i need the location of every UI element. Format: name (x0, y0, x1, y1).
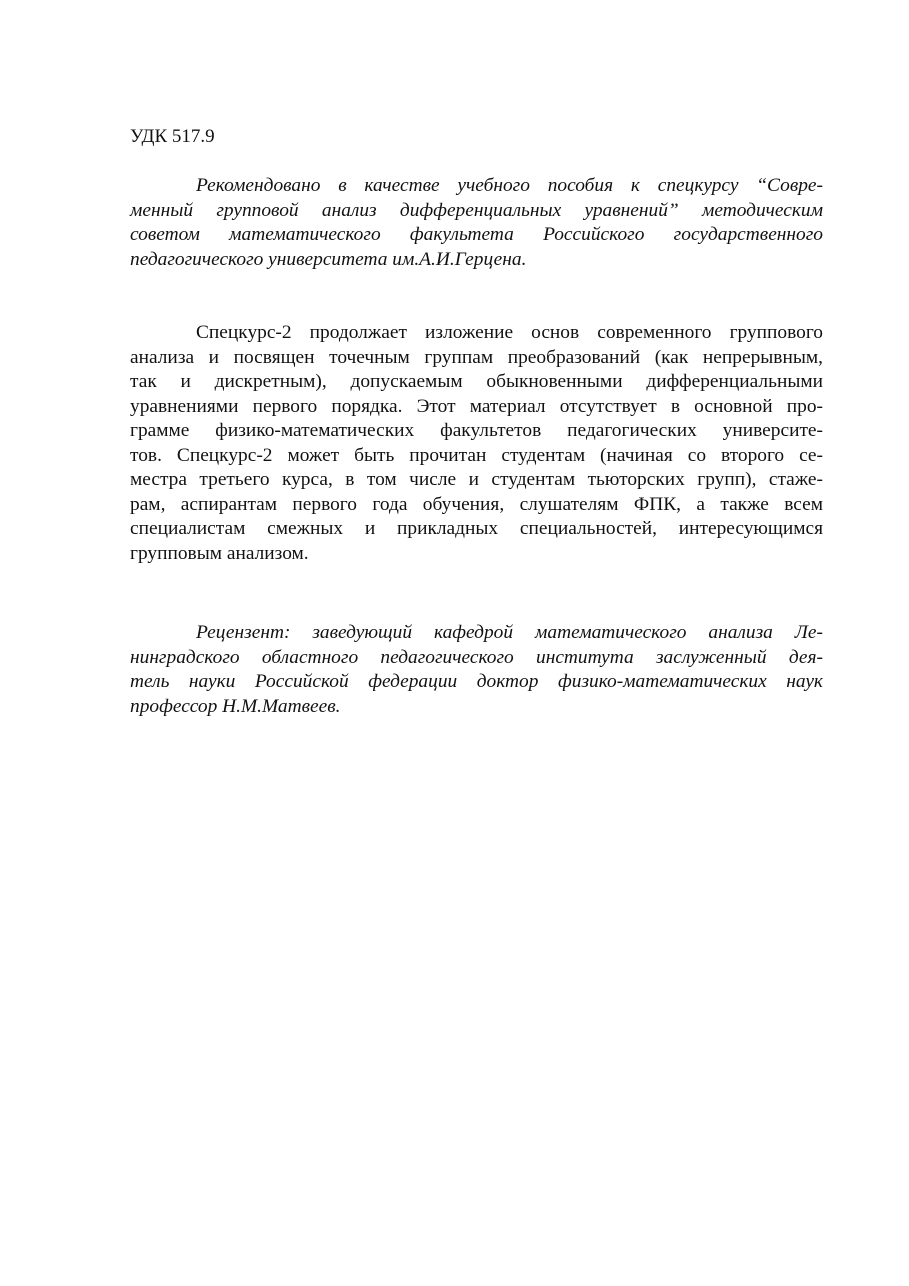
reviewer-line: нинградского областного педагогического института заслуженный дея- (130, 646, 823, 668)
reviewer-first-line (130, 621, 823, 646)
abstract-line: так и дискретным), допускаемым обыкновенными дифференциальными (130, 371, 823, 392)
reviewer-label: Рецензент (196, 622, 284, 643)
reviewer-first-line-rest: : заведующий кафедрой математического анализа Ле- (283, 622, 823, 643)
abstract-line: грамме физико-математических факультетов педагогических университе- (130, 420, 823, 441)
abstract-line: специалистам смежных и прикладных специальностей, интересующимся (130, 518, 823, 539)
udk-code: УДК 517.9 (130, 126, 215, 147)
abstract-line: групповым анализом. (130, 542, 309, 564)
abstract-line: тов. Спецкурс-2 может быть прочитан студентам (начиная со второго се- (130, 444, 823, 466)
abstract-line: рам, аспирантам первого года обучения, слушателям ФПК, а также всем (130, 493, 823, 515)
abstract-paragraph (130, 321, 823, 566)
abstract-line: уравнениями первого порядка. Этот материал отсутствует в основной про- (130, 395, 823, 417)
recommendation-line: советом математического факультета Российского государственного (130, 224, 823, 245)
document-page (130, 0, 823, 1286)
recommendation-line: менный групповой анализ дифференциальных уравнений” методическим (130, 199, 823, 221)
recommendation-paragraph (130, 174, 823, 272)
abstract-line: Спецкурс-2 продолжает изложение основ современного группового (196, 322, 823, 343)
abstract-line: анализа и посвящен точечным группам преобразований (как непрерывным, (130, 346, 823, 368)
reviewer-line: тель науки Российской федерации доктор физико-математических наук (130, 671, 823, 692)
reviewer-line: профессор Н.М.Матвеев. (130, 695, 341, 717)
reviewer-paragraph (130, 621, 823, 719)
recommendation-line: педагогического университета им.А.И.Герцена. (130, 248, 527, 270)
recommendation-line: Рекомендовано в качестве учебного пособия к спецкурсу “Совре- (196, 175, 823, 196)
abstract-line: местра третьего курса, в том числе и студентам тьюторских групп), стаже- (130, 469, 823, 490)
